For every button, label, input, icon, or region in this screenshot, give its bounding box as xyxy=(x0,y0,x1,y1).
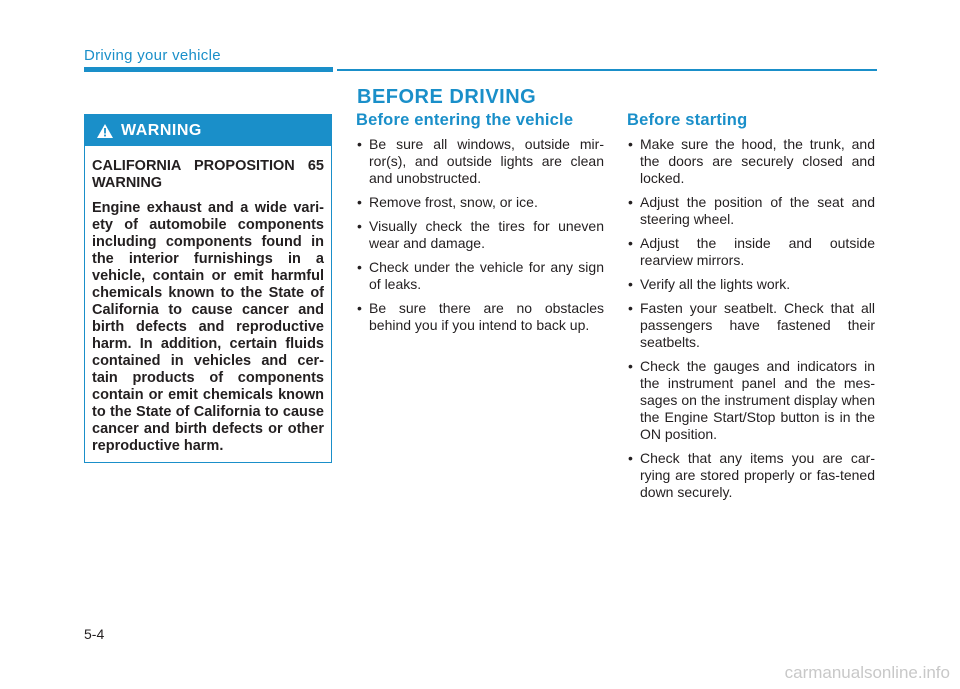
list-item: • Be sure there are no obstacles behind you if you intend to back up. xyxy=(356,300,604,334)
warning-body xyxy=(85,146,331,455)
warning-box xyxy=(84,114,332,463)
watermark: carmanualsonline.info xyxy=(784,663,950,682)
before-starting-heading: Before starting xyxy=(627,111,748,129)
list-item: • Adjust the position of the seat and steering wheel. xyxy=(627,194,875,228)
header-rule-thick xyxy=(84,67,333,72)
warning-text-paragraph: Engine exhaust and a wide vari-ety of automobile components including components found in the interior furnishings in a vehicle, contain or emit harmful chemicals known to the State of California to cause cancer and birth defects and reproductive harm. In addition, certain fluids contained in vehicles and cer-tain products of components contain or emit chemicals known to the State of California to cause cancer and birth defects or other reproductive harm. xyxy=(92,200,324,454)
list-item: • Make sure the hood, the trunk, and the doors are securely closed and locked. xyxy=(627,136,875,187)
warning-title-paragraph: CALIFORNIA PROPOSITION 65 WARNING xyxy=(92,158,324,191)
list-item: • Fasten your seatbelt. Check that all passengers have fastened their seatbelts. xyxy=(627,300,875,351)
list-item: • Be sure all windows, outside mir-ror(s), and outside lights are clean and unobstructed. xyxy=(356,136,604,187)
warning-triangle-icon xyxy=(97,124,113,138)
list-item: • Remove frost, snow, or ice. xyxy=(356,194,604,211)
page-number: 5-4 xyxy=(84,626,105,642)
header-section-label: Driving your vehicle xyxy=(84,47,221,64)
header-rule-thin xyxy=(337,69,877,71)
before-entering-section xyxy=(356,111,604,341)
list-item: • Check under the vehicle for any sign of leaks. xyxy=(356,259,604,293)
before-starting-list xyxy=(627,136,875,501)
section-title: BEFORE DRIVING xyxy=(357,86,537,108)
warning-header xyxy=(85,115,331,146)
warning-label: WARNING xyxy=(121,121,202,139)
list-item: • Adjust the inside and outside rearview mirrors. xyxy=(627,235,875,269)
before-entering-list xyxy=(356,136,604,334)
list-item: • Check the gauges and indicators in the instrument panel and the mes-sages on the instrument display when the Engine Start/Stop button is in the ON position. xyxy=(627,358,875,443)
before-starting-section xyxy=(627,111,875,508)
list-item: • Check that any items you are car-rying are stored properly or fas-tened down securely. xyxy=(627,450,875,501)
before-entering-heading: Before entering the vehicle xyxy=(356,111,574,129)
list-item: • Visually check the tires for uneven wear and damage. xyxy=(356,218,604,252)
list-item: • Verify all the lights work. xyxy=(627,276,875,293)
